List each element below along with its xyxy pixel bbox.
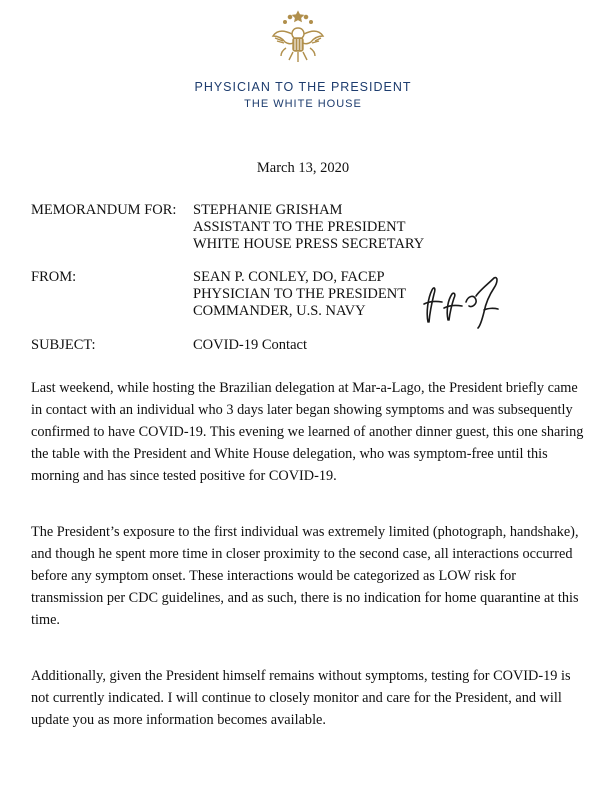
paragraph-line: update you as more information becomes available. — [31, 712, 326, 728]
paragraph-line: confirmed to have COVID-19. This evening we learned of another dinner guest, this one sharing — [31, 424, 584, 440]
paragraph-line: morning and has since tested positive for COVID-19. — [31, 468, 337, 484]
memo-date: March 13, 2020 — [256, 160, 350, 176]
sender-line: PHYSICIAN TO THE PRESIDENT — [193, 286, 407, 302]
paragraph-line: and though he spent more time in closer proximity to the second case, all interactions occurred — [31, 546, 573, 562]
office-title: PHYSICIAN TO THE PRESIDENT — [194, 80, 412, 94]
recipient-line: WHITE HOUSE PRESS SECRETARY — [193, 236, 425, 252]
paragraph-line: before any symptom onset. These interactions would be categorized as LOW risk for — [31, 568, 517, 584]
memo-for-recipient — [193, 202, 424, 253]
subject-value: COVID-19 Contact — [193, 337, 307, 353]
body-paragraph-2 — [31, 521, 579, 631]
paragraph-line: the table with the President and White House delegation, who was symptom-free until this — [31, 446, 548, 462]
body-paragraph-3 — [31, 665, 571, 731]
sender-line: COMMANDER, U.S. NAVY — [193, 303, 366, 319]
paragraph-line: time. — [31, 612, 60, 628]
from-label: FROM: — [31, 269, 77, 285]
office-subtitle: THE WHITE HOUSE — [244, 98, 362, 110]
recipient-line: ASSISTANT TO THE PRESIDENT — [193, 219, 406, 235]
paragraph-line: not currently indicated. I will continue to closely monitor and care for the President, and will — [31, 690, 562, 706]
sender-line: SEAN P. CONLEY, DO, FACEP — [193, 269, 385, 285]
paragraph-line: The President’s exposure to the first individual was extremely limited (photograph, handshake), — [31, 524, 579, 540]
subject-label: SUBJECT: — [31, 337, 96, 353]
handwritten-signature-icon — [414, 268, 514, 330]
body-paragraph-1 — [31, 377, 583, 487]
presidential-seal-icon — [268, 8, 328, 68]
recipient-line: STEPHANIE GRISHAM — [193, 202, 343, 218]
paragraph-line: Additionally, given the President himself remains without symptoms, testing for COVID-19 is — [31, 668, 571, 684]
from-sender — [193, 269, 406, 320]
paragraph-line: Last weekend, while hosting the Brazilian delegation at Mar-a-Lago, the President briefly came — [31, 380, 578, 396]
memo-for-label: MEMORANDUM FOR: — [31, 202, 177, 218]
paragraph-line: in contact with an individual who 3 days later began showing symptoms and was subsequently — [31, 402, 573, 418]
paragraph-line: transmission per CDC guidelines, and as such, there is no indication for home quarantine at this — [31, 590, 579, 606]
